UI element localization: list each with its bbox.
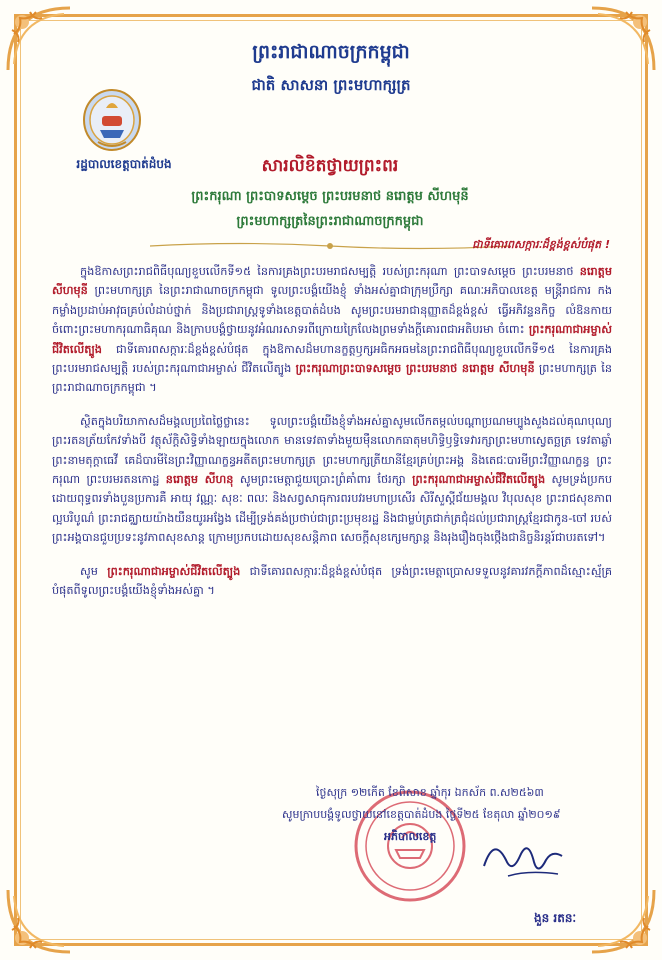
p3-king-title: ព្រះករុណាជាអម្ចាស់ជីវិតលើត្បូង <box>107 564 241 578</box>
paragraph-2 <box>52 412 612 548</box>
provincial-emblem-icon <box>80 86 144 152</box>
p1-text-a: ក្នុងឱកាសព្រះរាជពិធីបុណ្យខួបលើកទី១៥ នៃការគ្រងព្រះបរមរាជសម្បត្តិ របស់ព្រះករុណា ព្រះបាទសម្តេច ព្រះបរមនាថ <box>80 265 574 278</box>
official-seal-icon <box>352 788 468 904</box>
p1-text-c: ជាទីគោរពសក្ការៈដ៏ខ្ពង់ខ្ពស់បំផុត ក្នុងឱកាសដ៏មហានក្ខត្តឫក្សអធិកអធមនៃព្រះរាជពិធីបុណ្យខួបលើកទី១៥ នៃការគ្រងព្រះបរមរាជសម្បត្តិ របស់ព្រះករុណាជាអម្ចាស់ ជីវិតលើត្បូង <box>52 342 612 376</box>
letter-heading <box>120 155 540 246</box>
p2-king-title: ព្រះករុណាជាអម្ចាស់ជីវិតលើត្បូង <box>412 473 546 487</box>
signer-name: ងួន រតនៈ <box>534 911 577 925</box>
province-admin-label: រដ្ឋបាលខេត្តបាត់ដំបង <box>76 157 172 171</box>
signature-icon <box>478 826 568 886</box>
addressee-line-2: ព្រះមហាក្សត្រនៃព្រះរាជាណាចក្រកម្ពុជា <box>236 214 424 229</box>
honorific-salutation: ជាទីគោរពសក្ការៈដ៏ខ្ពង់ខ្ពស់បំផុត ! <box>472 238 610 251</box>
p3-text-b: ជាទីគោរពសក្ការៈដ៏ខ្ពង់ខ្ពស់បំផុត ទ្រង់ព្រះមេត្តាប្រោសទទួលនូវគារវភក្តីភាពដ៏ស្មោះស្ម័គ្របំផុតពីទូលព្រះបង្គំយើងខ្ញុំទាំងអស់គ្នា ។ <box>52 564 612 598</box>
p1-text-b: ព្រះមហាក្សត្រ នៃព្រះរាជាណាចក្រកម្ពុជា ទូលព្រះបង្គំយើងខ្ញុំ ទាំងអស់គ្នាជាក្រុមប្រឹក្សា គណៈអភិបាលខេត្ត មន្ត្រីរាជការ កងកម្លាំងប្រដាប់អាវុធគ្រប់លំដាប់ថ្នាក់ និងប្រជារាស្ត្រទូទាំងខេត្តបាត់ដំបង សូមព្រះបរមរាជានុញ្ញាតដ៏ខ្ពង់ខ្ពស់ ធ្វើអភិវន្ទនកិច្ច លំឱនកាយ ចំពោះព្រះមហាករុណាធិគុណ និងក្រាបបង្គំថ្វាយនូវអំណរសាទរពីក្រោយក្រៃលែងព្រមទាំងក្តីគោរពជាអតិបរមា ចំពោះ <box>52 284 613 337</box>
ornamental-divider <box>150 236 510 246</box>
paragraph-1 <box>52 262 612 398</box>
p2-text-a: ស្ថិតក្នុងបរិយាកាសដ៏មង្គលប្រពៃថ្លៃថ្លានេះ ទូលព្រះបង្គំយើងខ្ញុំទាំងអស់គ្នាសូមលើកតម្កល់បណ្តាប្រណមប្បូងសួងដល់គុណបុណ្យព្រះរតនត្រ័យកែវទាំងបី វត្ថុស័ក្តិសិទ្ធិទាំងឡាយក្នុងលោក មានទេវតាទាំងមួយម៉ឺនលោកធាតុមហិទ្ធិឫទ្ធិទេវារក្សាព្រះមហាស្វេតច្ឆត្រ ទេវតាឆ្លាំព្រះនាមតុក្តាធេវី គេដ៏បារមីនៃព្រះវិញ្ញាណក្ខន្ធអតីតព្រះមហាក្សត្រ ព្រះមហាក្សត្រីយានីខ្មែរគ្រប់ព្រះអង្គ និងតេជៈបារមីព្រះវិញ្ញាណក្ខន្ធ ព្រះករុណា ព្រះបរមរតនកោដ្ឋ <box>52 414 612 487</box>
p1-king-title: ព្រះករុណាជាអម្ចាស់ ជីវិតលើត្បូង <box>52 323 612 356</box>
p2-father-name: នរោត្តម សីហនុ <box>165 473 234 487</box>
corner-ornament-icon <box>588 886 658 956</box>
date-lunar: ថ្ងៃសុក្រ ១២កើត ខែពិសាខ ឆ្នាំកុរ ឯកស័ក ព.ស២៥៦៣ <box>316 786 544 799</box>
kingdom-title: ព្រះរាជាណាចក្រកម្ពុជា <box>252 41 410 63</box>
national-motto: ជាតិ សាសនា ព្រះមហាក្សត្រ <box>251 76 411 94</box>
letter-body <box>52 262 612 601</box>
p2-text-c: សូមទ្រង់ប្រកបដោយពុទ្ធពរទាំងបួនប្រការគឺ អាយុ វណ្ណៈ សុខៈ ពលៈ និងសព្វសាធុការពរបវរមហាប្រសើរ សិរីសួស្តីជ័យមង្គល វិបុលសុខ ព្រះរាជសុខភាពល្អបរិបូណ៌ ព្រះរាជគ្ឈាយយ៉ាងយឹនយូរអង្វែង ដើម្បីទ្រង់គង់ប្រថាប់ជាព្រះប្រមុខរដ្ឋ និងជាម្លប់ត្រជាក់ត្រជុំដល់ប្រជារាស្ត្រខ្មែរជាកូន-ចៅ របស់ព្រះអង្គបានជួបប្រទះនូវភាពសុខសាន្ត ក្រោមប្រកបដោយសុខសន្តិភាព សេចក្តីសុខក្សេមក្សាន្ត និងរុងរឿងចុងថ្កើងជានិច្ចនិរន្តរ៍ជាបរតទៅ។ <box>52 473 613 545</box>
letter-title: សារលិខិតថ្វាយព្រះពរ <box>261 156 399 176</box>
p1-king-full: ព្រះករុណាព្រះបាទសម្តេច ព្រះបរមនាថ នរោត្តម សីហមុនី <box>295 362 535 376</box>
governor-title: អភិបាលខេត្ត <box>384 830 437 843</box>
p1-text-d: ព្រះមហាក្សត្រ នៃព្រះរាជាណាចក្រកម្ពុជា ។ <box>52 362 612 395</box>
corner-ornament-icon <box>4 886 74 956</box>
p1-king-name: នរោត្តម សីហមុនី <box>52 265 613 298</box>
p2-text-b: សូមព្រះមេត្តាជួយប្រោះព្រំគាំពារ ថែរក្សា <box>239 473 406 487</box>
addressee-line-1: ព្រះករុណា ព្រះបាទសម្តេច ព្រះបរមនាថ នរោត្តម សីហមុនី <box>191 189 469 204</box>
date-solar: សូមក្រាបបង្គំទូលថ្វាយនៅខេត្តបាត់ដំបង ថ្ងៃទី២៥ ខែតុលា ឆ្នាំ២០១៩ <box>282 808 561 821</box>
p3-text-a: សូម <box>80 564 98 578</box>
paragraph-3 <box>52 562 612 601</box>
